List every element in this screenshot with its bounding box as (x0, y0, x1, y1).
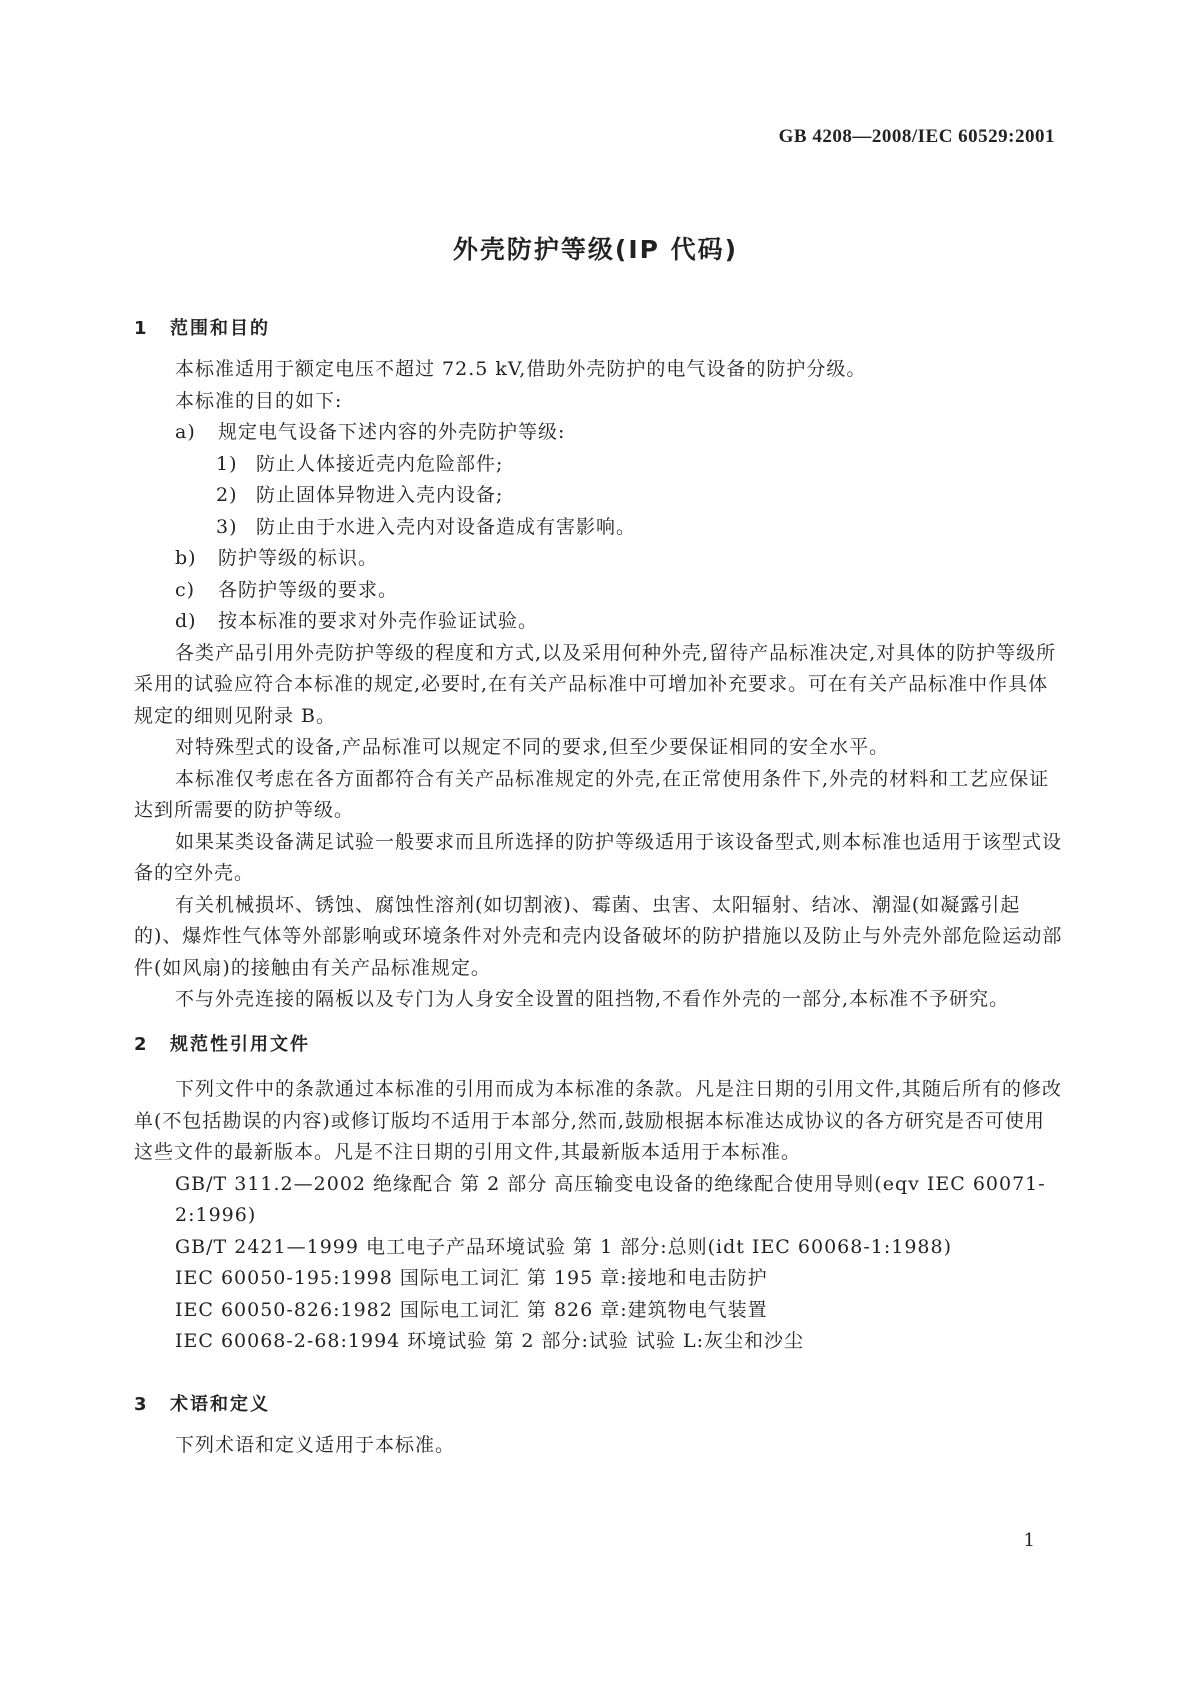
section-title: 规范性引用文件 (170, 1034, 310, 1055)
list-item-text: 各防护等级的要求。 (218, 578, 399, 601)
paragraph: 下列术语和定义适用于本标准。 (175, 1434, 456, 1456)
list-item-text: 防止固体异物进入壳内设备; (256, 484, 504, 506)
list-marker: c) (175, 578, 196, 601)
section-1-heading (134, 314, 1064, 340)
paragraph: 不与外壳连接的隔板以及专门为人身安全设置的阻挡物,不看作外壳的一部分,本标准不予研究。 (175, 988, 1010, 1010)
sub-list-item (134, 480, 1064, 512)
list-marker: 3) (216, 515, 238, 538)
list-item (134, 543, 1064, 575)
list-item (134, 417, 1064, 449)
section-title: 范围和目的 (170, 318, 270, 339)
list-marker: d) (175, 610, 197, 632)
paragraph: 本标准的目的如下: (175, 389, 343, 412)
section-number: 1 (134, 318, 149, 339)
list-marker: a) (175, 421, 196, 443)
page-number: 1 (1023, 1530, 1035, 1551)
list-item-text: 防护等级的标识。 (218, 547, 379, 569)
list-marker: 2) (216, 484, 238, 506)
standard-code: GB 4208—2008/IEC 60529:2001 (778, 126, 1055, 147)
reference-item: GB/T 311.2—2002 绝缘配合 第 2 部分 高压输变电设备的绝缘配合使用导则(eqv IEC 60071-2:1996) (175, 1172, 1046, 1226)
sub-list-item (134, 512, 1064, 544)
list-item-text: 规定电气设备下述内容的外壳防护等级: (218, 421, 566, 443)
list-marker: b) (175, 547, 197, 569)
section-1-body (134, 354, 1064, 1016)
paragraph: 下列文件中的条款通过本标准的引用而成为本标准的条款。凡是注日期的引用文件,其随后所有的修改单(不包括勘误的内容)或修订版均不适用于本部分,然而,鼓励根据本标准达成协议的各方研究是否可使用这些文件的最新版本。凡是不注日期的引用文件,其最新版本适用于本标准。 (134, 1078, 1063, 1163)
section-3-heading (134, 1390, 1064, 1416)
paragraph: 对特殊型式的设备,产品标准可以规定不同的要求,但至少要保证相同的安全水平。 (175, 736, 890, 758)
section-number: 2 (134, 1034, 149, 1055)
section-title: 术语和定义 (170, 1394, 270, 1415)
list-marker: 1) (216, 452, 238, 475)
reference-item: IEC 60068-2-68:1994 环境试验 第 2 部分:试验 试验 L:灰尘和沙尘 (175, 1330, 805, 1352)
paragraph: 本标准仅考虑在各方面都符合有关产品标准规定的外壳,在正常使用条件下,外壳的材料和工艺应保证达到所需要的防护等级。 (134, 767, 1050, 821)
section-2-heading (134, 1030, 1064, 1056)
list-item-text: 防止由于水进入壳内对设备造成有害影响。 (256, 515, 637, 538)
reference-item: GB/T 2421—1999 电工电子产品环境试验 第 1 部分:总则(idt IEC 60068-1:1988) (175, 1235, 953, 1258)
paragraph: 有关机械损坏、锈蚀、腐蚀性溶剂(如切割液)、霉菌、虫害、太阳辐射、结冰、潮湿(如凝露引起的)、爆炸性气体等外部影响或环境条件对外壳和壳内设备破坏的防护措施以及防止与外壳外部危险运动部件(如风扇)的接触由有关产品标准规定。 (134, 893, 1063, 979)
paragraph: 本标准适用于额定电压不超过 72.5 kV,借助外壳防护的电气设备的防护分级。 (175, 358, 867, 380)
list-item-text: 按本标准的要求对外壳作验证试验。 (218, 610, 539, 632)
list-item-text: 防止人体接近壳内危险部件; (256, 452, 504, 475)
sub-list-item (134, 449, 1064, 481)
section-number: 3 (134, 1394, 149, 1415)
list-item (134, 606, 1064, 638)
section-3-body (134, 1430, 1064, 1462)
reference-item: IEC 60050-195:1998 国际电工词汇 第 195 章:接地和电击防护 (175, 1267, 768, 1289)
document-title: 外壳防护等级(IP 代码) (452, 235, 739, 264)
reference-item: IEC 60050-826:1982 国际电工词汇 第 826 章:建筑物电气装置 (175, 1298, 768, 1321)
paragraph: 各类产品引用外壳防护等级的程度和方式,以及采用何种外壳,留待产品标准决定,对具体的防护等级所采用的试验应符合本标准的规定,必要时,在有关产品标准中可增加补充要求。可在有关产品标准中作具体规定的细则见附录 B。 (134, 641, 1057, 727)
list-item (134, 575, 1064, 607)
paragraph: 如果某类设备满足试验一般要求而且所选择的防护等级适用于该设备型式,则本标准也适用于该型式设备的空外壳。 (134, 830, 1063, 884)
section-2-body (134, 1074, 1064, 1358)
